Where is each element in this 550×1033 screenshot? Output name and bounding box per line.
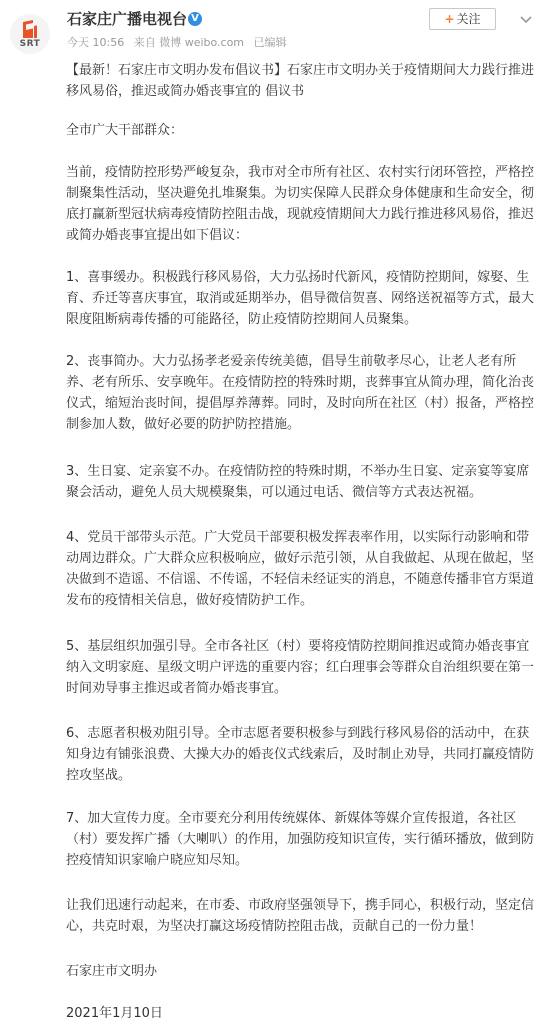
post-title: 【最新！石家庄市文明办发布倡议书】石家庄市文明办关于疫情期间大力践行推进移风易俗，推迟或简办婚丧事宜的 倡议书 xyxy=(66,63,535,99)
post-time[interactable]: 今天 10:56 xyxy=(67,36,125,49)
post-date: 2021年1月10日 xyxy=(66,1006,163,1021)
item-5: 5、基层组织加强引导。全市各社区（村）要将疫情防控期间推迟或简办婚丧事宜纳入文明家庭、星级文明户评选的重要内容；红白理事会等群众自治组织要在第一时间劝导事主推迟或者简办婚丧事宜。 xyxy=(66,639,535,696)
edited-label[interactable]: 已编辑 xyxy=(253,36,287,49)
avatar[interactable] xyxy=(10,14,50,54)
srt-logo-icon xyxy=(20,20,40,38)
signature: 石家庄市文明办 xyxy=(66,964,158,979)
item-4: 4、党员干部带头示范。广大党员干部要积极发挥表率作用，以实际行动影响和带动周边群众。广大群众应积极响应，做好示范引领，从自我做起、从现在做起，坚决做到不造谣、不信谣、不传谣，不轻信未经证实的消息，不随意传播非官方渠道发布的疫情相关信息，做好疫情防护工作。 xyxy=(66,530,535,608)
item-1: 1、喜事缓办。积极践行移风易俗，大力弘扬时代新风，疫情防控期间，嫁娶、生育、乔迁等喜庆事宜，取消或延期举办，倡导微信贺喜、网络送祝福等方式，最大限度阻断病毒传播的可能路径，防止疫情防控期间人员聚集。 xyxy=(66,270,535,327)
closing-paragraph: 让我们迅速行动起来，在市委、市政府坚强领导下，携手同心，积极行动，坚定信心，共克时艰，为坚决打赢这场疫情防控阻击战，贡献自己的一份力量！ xyxy=(66,898,535,934)
intro-paragraph: 当前，疫情防控形势严峻复杂，我市对全市所有社区、农村实行闭环管控，严格控制聚集性活动，坚决避免扎堆聚集。为切实保障人民群众身体健康和生命安全，彻底打赢新型冠状病毒疫情防控阻击战，现就疫情期间大力践行推进移风易俗，推迟或简办婚丧事宜提出如下倡议： xyxy=(66,165,535,243)
item-2: 2、丧事简办。大力弘扬孝老爱亲传统美德，倡导生前敬孝尽心，让老人老有所养、老有所乐、安享晚年。在疫情防控的特殊时期，丧葬事宜从简办理，简化治丧仪式，缩短治丧时间，提倡厚养薄葬。同时，及时向所在社区（村）报备，严格控制参加人数，做好必要的防护防控措施。 xyxy=(66,354,535,432)
post-content xyxy=(66,60,538,102)
item-7: 7、加大宣传力度。全市要充分利用传统媒体、新媒体等媒介宣传报道，各社区（村）要发挥广播（大喇叭）的作用，加强防疫知识宣传，实行循环播放，做到防控疫情知识家喻户晓应知尽知。 xyxy=(66,811,535,868)
follow-label: 关注 xyxy=(456,12,481,26)
post-source[interactable]: 来自 微博 weibo.com xyxy=(133,36,245,49)
post-meta xyxy=(67,36,293,50)
verified-v-icon: V xyxy=(188,12,202,26)
chevron-down-icon[interactable] xyxy=(518,11,534,27)
author-name[interactable]: 石家庄广播电视台 xyxy=(67,10,188,28)
item-6: 6、志愿者积极劝阻引导。全市志愿者要积极参与到践行移风易俗的活动中，在获知身边有铺张浪费、大操大办的婚丧仪式线索后，及时制止劝导，共同打赢疫情防控攻坚战。 xyxy=(66,726,535,783)
follow-button[interactable] xyxy=(429,8,496,30)
plus-icon: + xyxy=(444,12,455,26)
greeting: 全市广大干部群众： xyxy=(66,123,184,138)
post-header xyxy=(0,0,550,56)
item-3: 3、生日宴、定亲宴不办。在疫情防控的特殊时期，不举办生日宴、定亲宴等宴席聚会活动，避免人员大规模聚集，可以通过电话、微信等方式表达祝福。 xyxy=(66,464,530,500)
logo-text: SRT xyxy=(19,38,41,49)
